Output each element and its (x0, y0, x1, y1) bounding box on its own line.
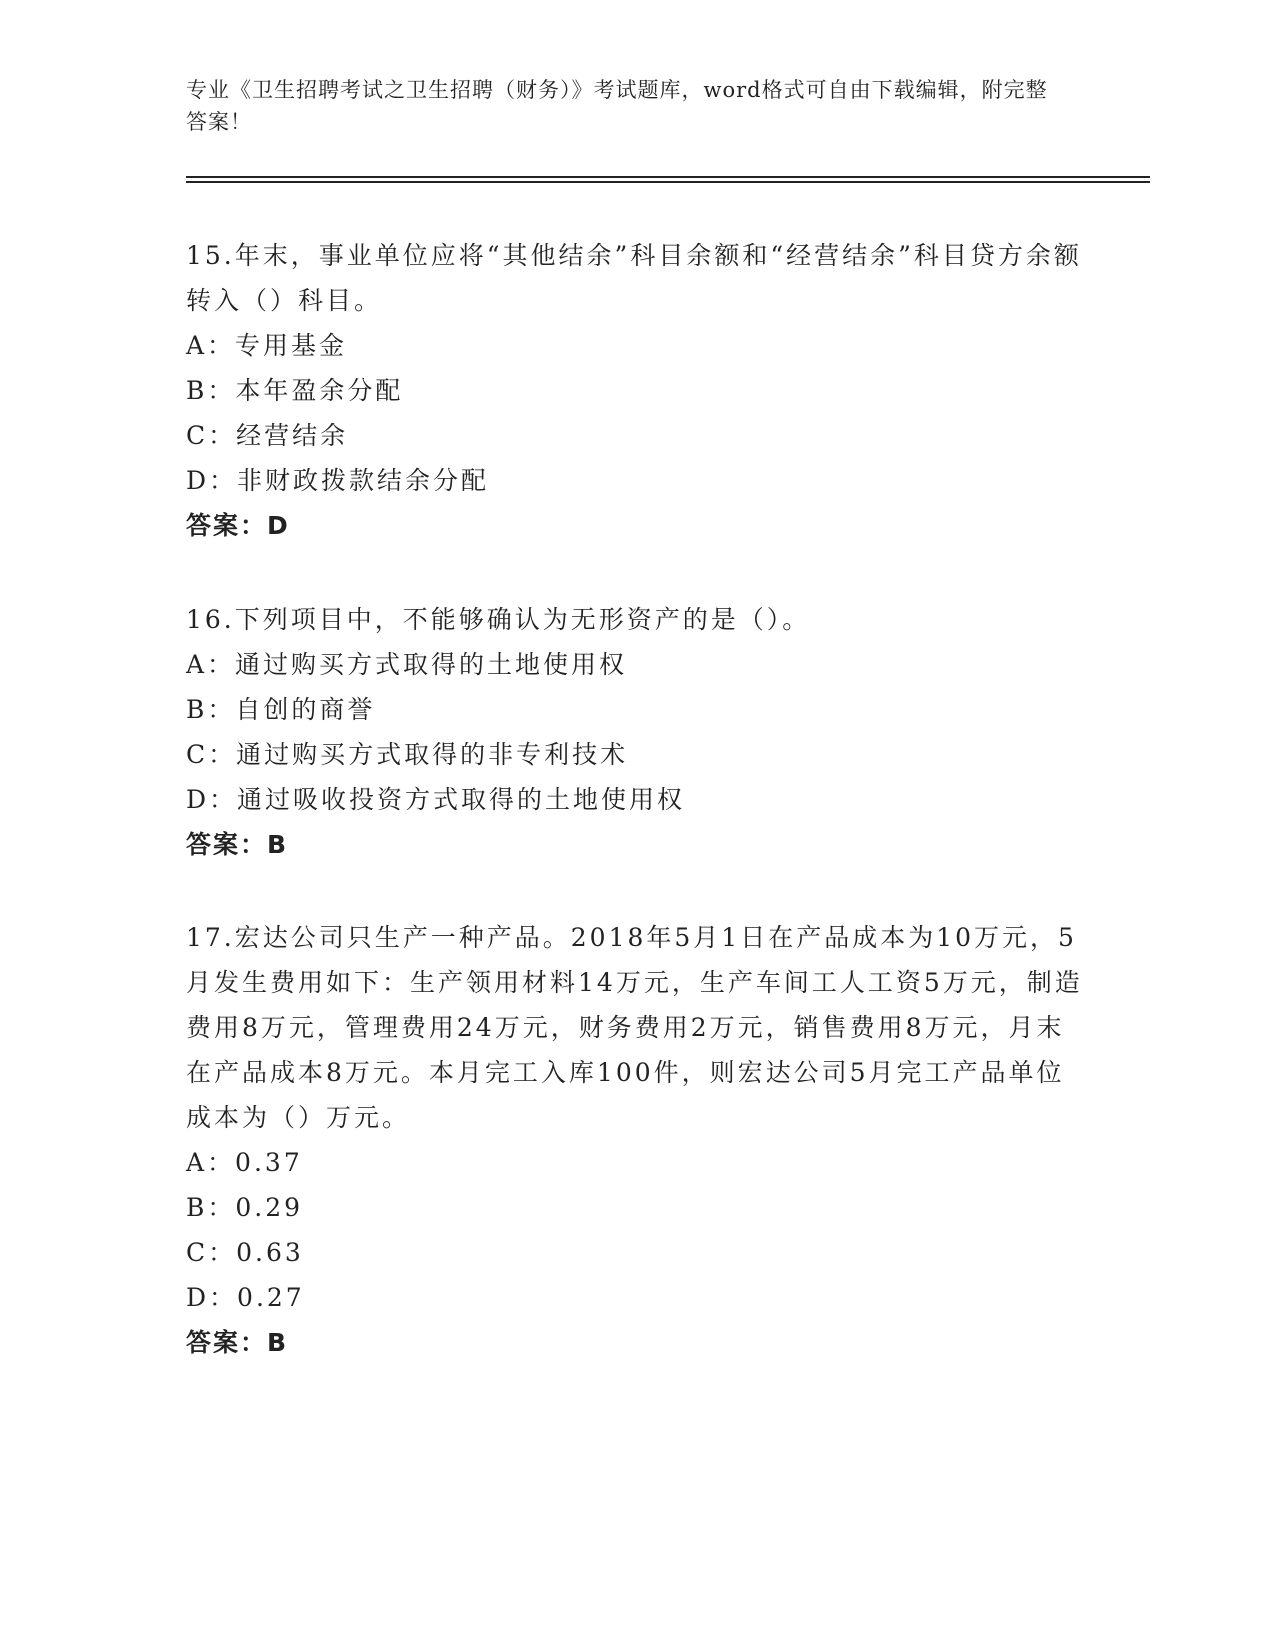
header-divider-bottom (186, 181, 1150, 183)
option-a: A：专用基金 (186, 331, 348, 360)
question-17 (186, 915, 1086, 1365)
option-d: D：通过吸收投资方式取得的土地使用权 (186, 785, 686, 814)
answer: 答案：D (186, 511, 290, 540)
question-text: 16.下列项目中，不能够确认为无形资产的是（）。 (186, 605, 811, 634)
answer: 答案：B (186, 830, 289, 859)
question-text: 17.宏达公司只生产一种产品。2018年5月1日在产品成本为10万元，5月发生费用如下：生产领用材料14万元，生产车间工人工资5万元，制造费用8万元，管理费用24万元，财务费用2万元，销售费用8万元，月末在产品成本8万元。本月完工入库100件，则宏达公司5月完工产品单位成本为（）万元。 (186, 923, 1083, 1132)
question-text: 15.年末，事业单位应将“其他结余”科目余额和“经营结余”科目贷方余额转入（）科目。 (186, 241, 1082, 315)
option-a: A：通过购买方式取得的土地使用权 (186, 650, 628, 679)
header-divider-top (186, 176, 1150, 178)
option-b: B：0.29 (186, 1193, 304, 1222)
option-c: C：通过购买方式取得的非专利技术 (186, 740, 629, 769)
document-header: 专业《卫生招聘考试之卫生招聘（财务）》考试题库，word格式可自由下载编辑，附完整答案！ (186, 78, 1048, 134)
answer: 答案：B (186, 1328, 289, 1357)
option-c: C：0.63 (186, 1238, 304, 1267)
option-b: B：自创的商誉 (186, 695, 376, 724)
question-16 (186, 597, 1086, 867)
option-d: D：非财政拨款结余分配 (186, 466, 490, 495)
option-c: C：经营结余 (186, 421, 349, 450)
question-15 (186, 233, 1086, 548)
option-d: D：0.27 (186, 1283, 305, 1312)
option-a: A：0.37 (186, 1148, 303, 1177)
option-b: B：本年盈余分配 (186, 376, 404, 405)
